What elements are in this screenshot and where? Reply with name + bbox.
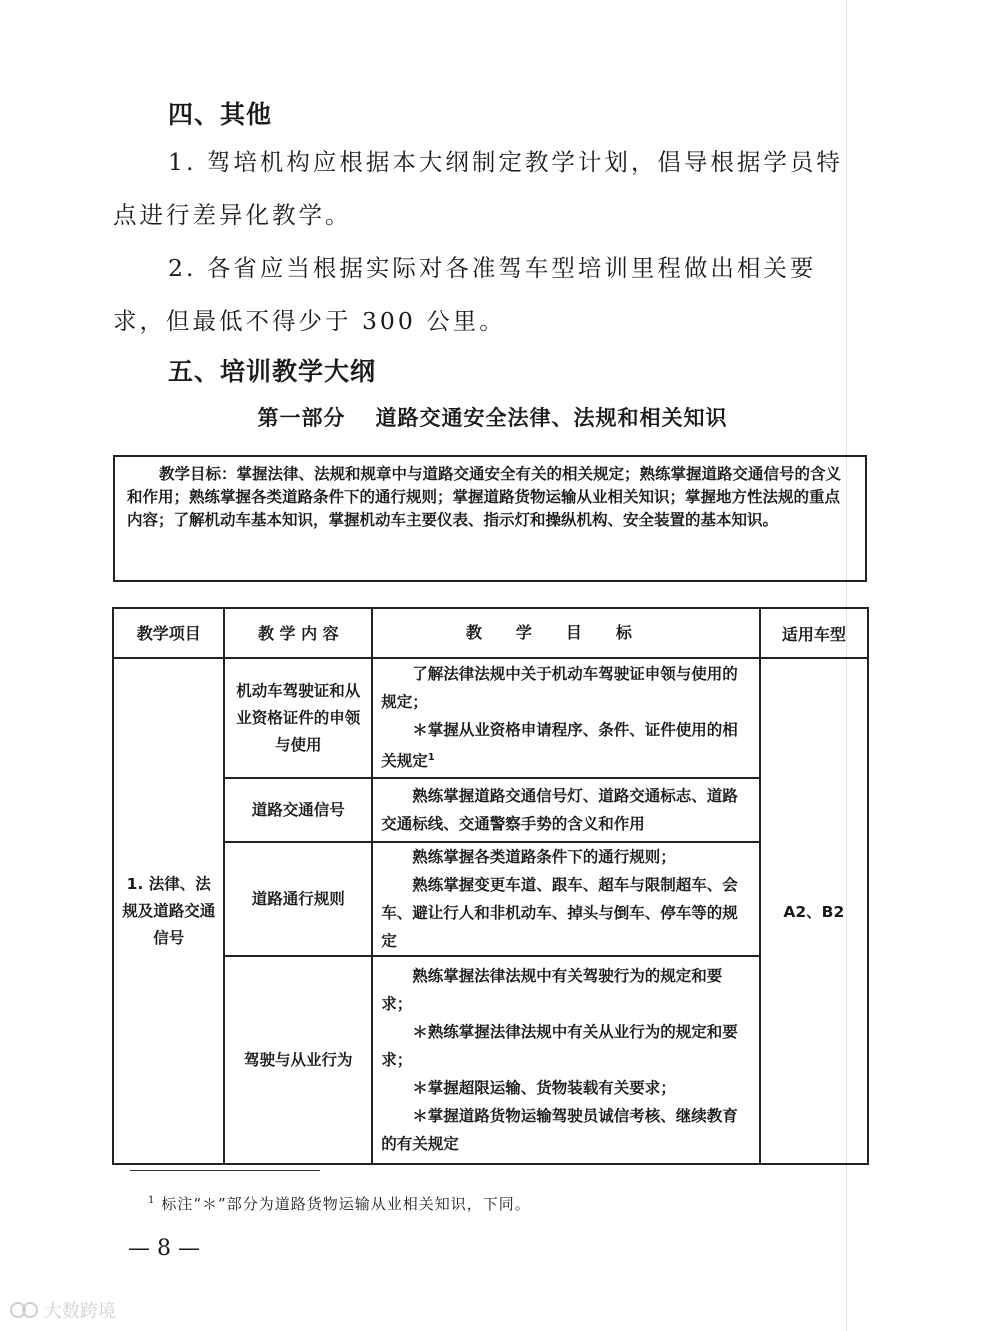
target-line: ＊掌握从业资格申请程序、条件、证件使用的相关规定$^1$ [381, 721, 738, 771]
target-cell [372, 658, 759, 778]
target-line: ＊掌握超限运输、货物装载有关要求； [412, 1079, 676, 1097]
header-vehicle-type: 适用车型 [760, 608, 868, 658]
header-teaching-goal: 教学目标 [372, 608, 759, 658]
content-cell: 道路交通信号 [224, 778, 372, 842]
target-line: ＊熟练掌握法律法规中有关从业行为的规定和要求； [381, 1023, 738, 1069]
section-5-heading: 五、培训教学大纲 [168, 357, 377, 386]
part-1-title [0, 402, 985, 432]
target-line: 熟练掌握变更车道、跟车、超车与限制超车、会车、避让行人和非机动车、掉头与倒车、停车等的规定 [381, 876, 738, 950]
syllabus-table [112, 607, 869, 1165]
section-4-item-2: 2. 各省应当根据实际对各准驾车型培训里程做出相关要求，但最低不得少于 300 公里。 [113, 254, 817, 335]
table-row [113, 956, 868, 1164]
target-line: 熟练掌握各类道路条件下的通行规则； [412, 848, 676, 866]
footnote-divider [130, 1170, 320, 1171]
target-line: 了解法律法规中关于机动车驾驶证申领与使用的规定； [381, 665, 738, 712]
footnote-marker: 1 [427, 752, 435, 764]
target-line: 熟练掌握道路交通信号灯、道路交通标志、道路交通标线、交通警察手势的含义和作用 [381, 787, 738, 833]
part-1-name: 道路交通安全法律、法规和相关知识 [375, 406, 728, 430]
content-cell: 驾驶与从业行为 [224, 956, 372, 1164]
teaching-item-cell: 1. 法律、法规及道路交通信号 [113, 658, 224, 1164]
target-cell [372, 956, 759, 1164]
page-number: — 8 — [128, 1236, 200, 1261]
watermark-text: 大数跨境 [44, 1301, 116, 1322]
section-4-item-1: 1. 驾培机构应根据本大纲制定教学计划，倡导根据学员特点进行差异化教学。 [113, 148, 843, 229]
target-cell [372, 842, 759, 956]
content-cell: 机动车驾驶证和从业资格证件的申领与使用 [224, 658, 372, 778]
watermark [10, 1297, 116, 1323]
vehicle-type-cell: A2、B2 [760, 658, 868, 1164]
table-row [113, 658, 868, 778]
teaching-objective-box [113, 455, 867, 582]
table-row [113, 842, 868, 956]
footnote-text: 标注“＊”部分为道路货物运输从业相关知识，下同。 [161, 1195, 531, 1213]
footnote [148, 1193, 531, 1214]
section-4-heading: 四、其他 [168, 100, 273, 129]
table-header-row [113, 608, 868, 658]
target-line: 熟练掌握法律法规中有关驾驶行为的规定和要求； [381, 967, 723, 1013]
watermark-logo-icon [10, 1301, 40, 1319]
header-teaching-content: 教 学 内 容 [224, 608, 372, 658]
content-cell: 道路通行规则 [224, 842, 372, 956]
footnote-number: 1 [148, 1195, 156, 1206]
teaching-objective-text: 教学目标：掌握法律、法规和规章中与道路交通安全有关的相关规定；熟练掌握道路交通信号的含义和作用；熟练掌握各类道路条件下的通行规则；掌握道路货物运输从业相关知识；掌握地方性法规的重点内容；了解机动车基本知识，掌握机动车主要仪表、指示灯和操纵机构、安全装置的基本知识。 [127, 465, 842, 529]
target-line: ＊掌握道路货物运输驾驶员诚信考核、继续教育的有关规定 [381, 1107, 738, 1153]
part-1-label: 第一部分 [257, 406, 346, 430]
target-cell [372, 778, 759, 842]
header-teaching-item: 教学项目 [113, 608, 224, 658]
table-row [113, 778, 868, 842]
